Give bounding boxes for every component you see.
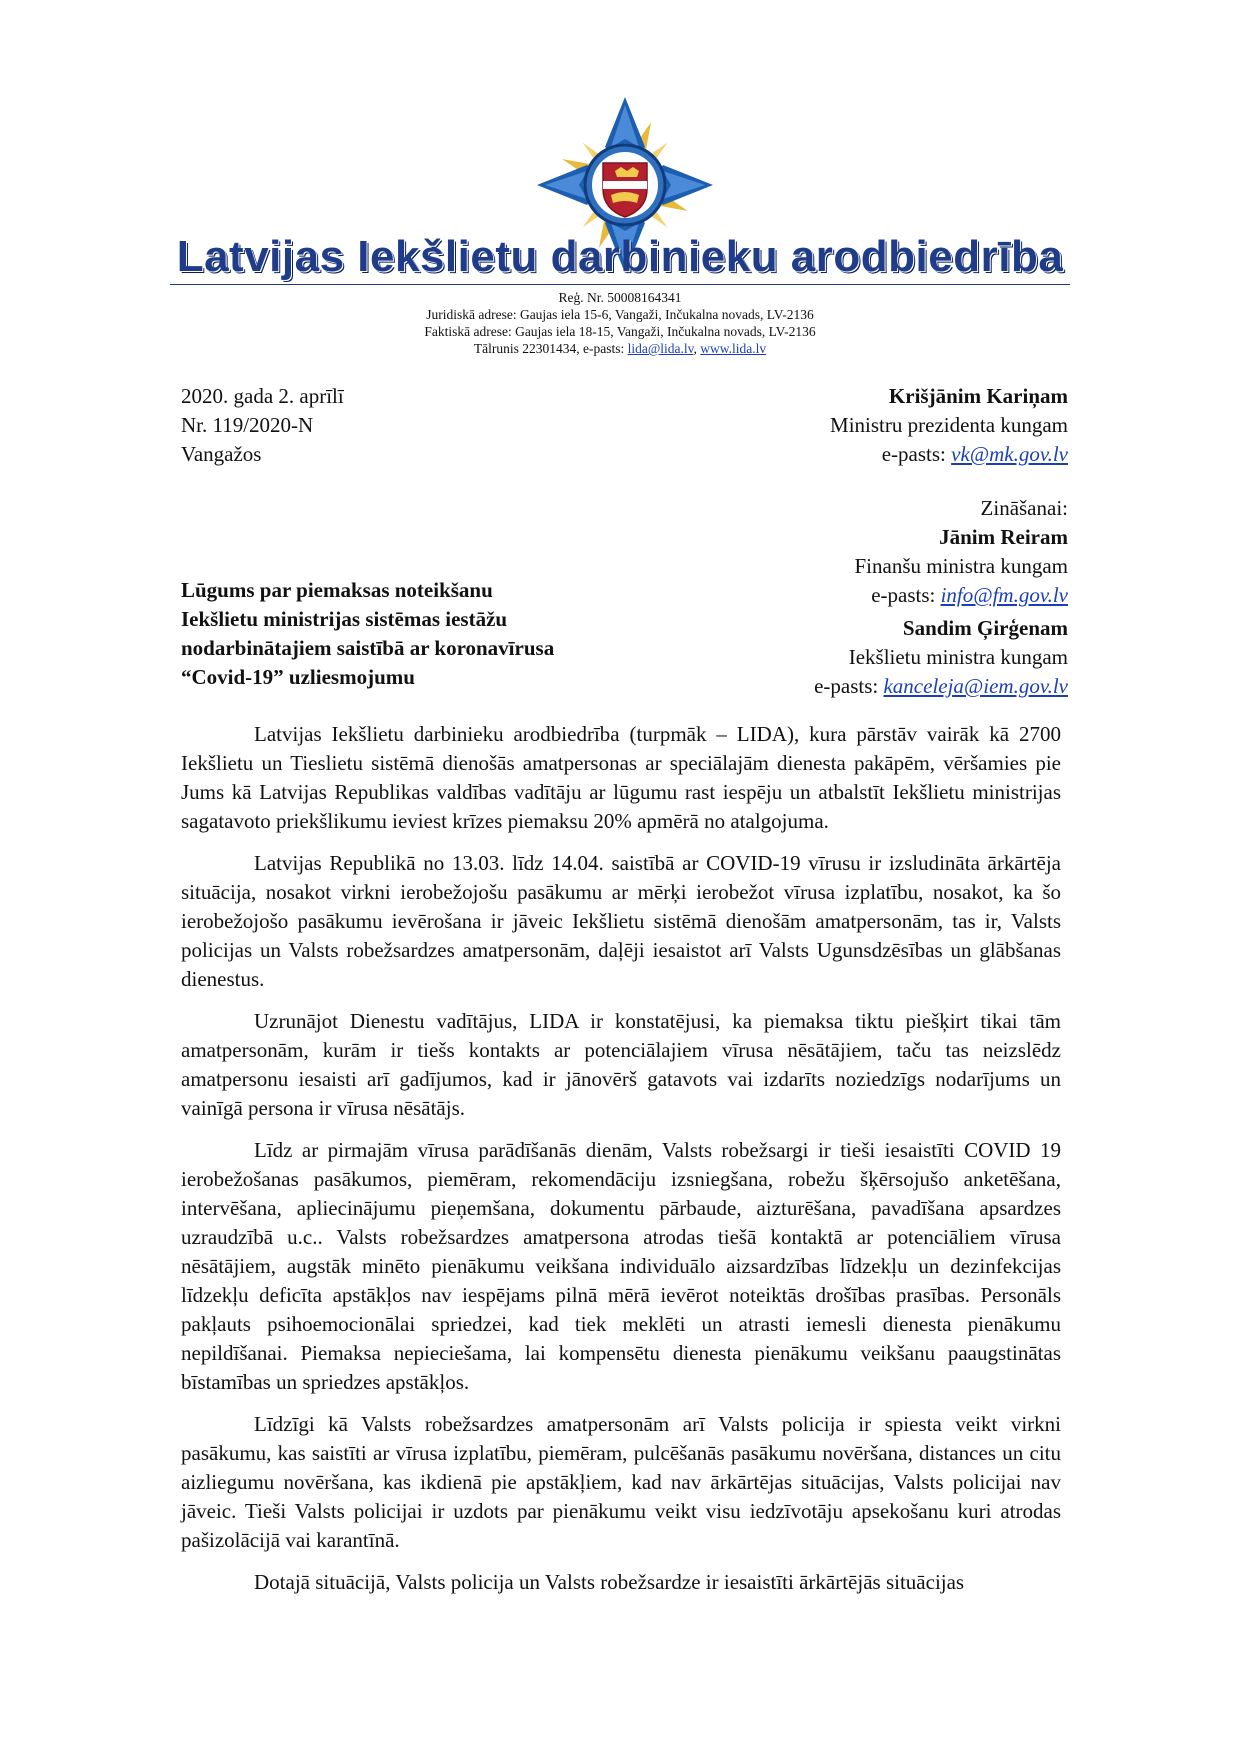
letter-meta (181, 382, 344, 469)
cc-label: Zināšanai: (980, 496, 1068, 520)
letter-body (181, 720, 1061, 1610)
legal-address: Juridiskā adrese: Gaujas iela 15-6, Vangaži, Inčukalna novads, LV-2136 (426, 307, 814, 322)
subject-line: Lūgums par piemaksas noteikšanu (181, 578, 493, 602)
addressee-cc-finance (855, 494, 1069, 610)
addressee-email-link[interactable]: info@fm.gov.lv (940, 583, 1068, 607)
letterhead-divider (170, 284, 1070, 285)
contact-line: Tālrunis 22301434, e-pasts: lida@lida.lv, www.lida.lv (473, 341, 767, 356)
body-paragraph: Dotajā situācijā, Valsts policija un Valsts robežsardze ir iesaistīti ārkārtējās situācijas (254, 1570, 965, 1594)
subject-line: nodarbinātajiem saistībā ar koronavīrusa (181, 636, 555, 660)
body-paragraph: Līdz ar pirmajām vīrusa parādīšanās dienām, Valsts robežsargi ir tieši iesaistīti COVID 19 ierobežošanas pasākumos, piemēram, rekomendāciju izsniegšana, robežu šķērsojušo anketēšana, intervēšana, apliecinājumu pieņemšana, dokumentu pārbaude, aizturēšana, pavadīšana apsardzes uzraudzībā u.c.. Valsts robežsardzes amatpersona atrodas tiešā kontaktā ar potenciāliem vīrusa nēsātājiem, augstāk minēto pienākumu veikšana individuālo aizsardzības līdzekļu un dezinfekcijas līdzekļu deficīta apstākļos nav iespējams pilnā mērā ievērot noteiktās drošības prasības. Personāls pakļauts psihoemocionālai spriedzei, kad tiek meklēti un atrasti iemesli dienesta pienākumu nepildīšanai. Piemaksa nepieciešama, lai kompensētu dienesta pienākumu veikšanu paaugstinātas bīstamības un spriedzes apstākļos. (181, 1138, 1061, 1394)
addressee-email-line: e-pasts: info@fm.gov.lv (871, 583, 1068, 607)
subject-line: Iekšlietu ministrijas sistēmas iestāžu (181, 607, 508, 631)
letter-place: Vangažos (181, 442, 262, 466)
addressee-name: Krišjānim Kariņam (888, 384, 1068, 408)
addressee-primary (830, 382, 1068, 469)
addressee-name: Jānim Reiram (939, 525, 1068, 549)
phone-label: Tālrunis 22301434, e-pasts: (473, 341, 628, 356)
letter-date: 2020. gada 2. aprīlī (181, 384, 344, 408)
addressee-email-line: e-pasts: vk@mk.gov.lv (881, 442, 1068, 466)
body-paragraph: Latvijas Republikā no 13.03. līdz 14.04. saistībā ar COVID-19 vīrusu ir izsludināta ārkārtēja situācija, nosakot virkni ierobežojošu pasākumu ar mērķi ierobežot vīrusa izplatību, nosakot, ka šo ierobežojošo pasākumu ievērošana ir jāveic Iekšlietu sistēmā dienošām amatpersonām, tas ir, Valsts policijas un Valsts robežsardzes amatpersonām, daļēji iesaistot arī Valsts Ugunsdzēsības un glābšanas dienestus. (181, 851, 1061, 991)
addressee-title: Ministru prezidenta kungam (830, 413, 1068, 437)
website-link[interactable]: www.lida.lv (700, 341, 767, 356)
actual-address: Faktiskā adrese: Gaujas iela 18-15, Vangaži, Inčukalna novads, LV-2136 (424, 324, 816, 339)
addressee-cc-interior (814, 614, 1068, 701)
registration-number: Reģ. Nr. 50008164341 (558, 290, 682, 305)
body-paragraph: Latvijas Iekšlietu darbinieku arodbiedrība (turpmāk – LIDA), kura pārstāv vairāk kā 2700 Iekšlietu un Tieslietu sistēmā dienošās amatpersonas ar speciālajām dienesta pakāpēm, vēršamies pie Jums kā Latvijas Republikas valdības vadītāju ar lūgumu rast iespēju un atbalstīt Iekšlietu ministrijas sagatavoto priekšlikumu ieviest krīzes piemaksu 20% apmērā no atalgojuma. (181, 722, 1061, 833)
registration-details (300, 289, 940, 357)
letter-subject (181, 576, 741, 692)
organization-name: Latvijas Iekšlietu darbinieku arodbiedrība (176, 232, 1064, 281)
body-paragraph: Uzrunājot Dienestu vadītājus, LIDA ir konstatējusi, ka piemaksa tiktu piešķirt tikai tām amatpersonām, kurām ir tiešs kontakts ar potenciālajiem vīrusa nēsātājiem, taču tas neizslēdz amatpersonu iesaisti arī gadījumos, kad ir jānovērš gatavots vai izdarīts noziedzīgs nodarījums un vainīgā persona ir vīrusa nēsātājs. (181, 1009, 1061, 1120)
addressee-email-line: e-pasts: kanceleja@iem.gov.lv (814, 674, 1068, 698)
addressee-title: Finanšu ministra kungam (854, 554, 1068, 578)
letter-number: Nr. 119/2020-N (181, 413, 314, 437)
email-link[interactable]: lida@lida.lv (627, 341, 694, 356)
addressee-name: Sandim Ģirģenam (902, 616, 1068, 640)
addressee-title: Iekšlietu ministra kungam (848, 645, 1068, 669)
addressee-email-link[interactable]: vk@mk.gov.lv (951, 442, 1068, 466)
body-paragraph: Līdzīgi kā Valsts robežsardzes amatpersonām arī Valsts policija ir spiesta veikt virkni pasākumu, kas saistīti ar vīrusa izplatību, piemēram, pulcēšanās pasākumu novēršana, distances un citu aizliegumu novēršana, kas ikdienā pie apstākļiem, kad nav ārkārtējas situācijas, Valsts policijai nav jāveic. Tieši Valsts policijai ir uzdots par pienākumu veikt visu iedzīvotāju apsekošanu kuri atrodas pašizolācijā vai karantīnā. (181, 1412, 1061, 1552)
addressee-email-link[interactable]: kanceleja@iem.gov.lv (883, 674, 1068, 698)
subject-line: “Covid-19” uzliesmojumu (181, 665, 415, 689)
